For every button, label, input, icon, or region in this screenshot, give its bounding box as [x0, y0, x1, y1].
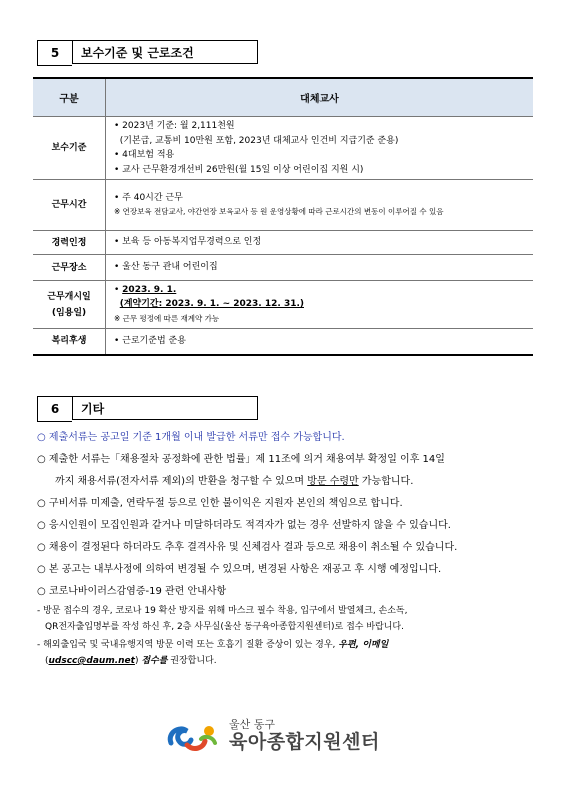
- row-value: • 보육 등 아동복지업무경력으로 인정: [114, 237, 262, 248]
- row-label: 복리후생: [33, 329, 106, 355]
- conditions-table: [33, 77, 533, 356]
- header-category: 구분: [33, 78, 106, 117]
- row-welfare: [33, 329, 533, 355]
- row-value: • 2023년 기준: 월 2,111천원 (기본급, 교통비 10만원 포함, 2023년 대체교사 인건비 지급기준 준용) • 4대보험 적용 • 교사 근무환경개선비 26만원(월 15일 이상 어린이집 지원 시): [114, 121, 399, 175]
- notice-item: ○ 응시인원이 모집인원과 같거나 미달하더라도 적격자가 없는 경우 선발하지 않을 수 있습니다.: [37, 520, 451, 531]
- notice-item: ○ 구비서류 미제출, 연락두절 등으로 인한 불이익은 지원자 본인의 책임으로 합니다.: [37, 498, 403, 509]
- row-value: • 주 40시간 근무 ※ 연장보육 전담교사, 야간연장 보육교사 등 원 운영상황에 따라 근로시간의 변동이 이루어질 수 있음: [114, 192, 444, 216]
- header-position: 대체교사: [106, 78, 534, 117]
- logo-subtitle: 울산 동구: [229, 718, 276, 731]
- notice-item-cont: 까지 채용서류(전자서류 제외)의 반환을 청구할 수 있으며 방문 수령만 가능합니다.: [55, 476, 414, 487]
- row-value: • 근로기준법 준용: [114, 336, 186, 346]
- section-5-header: [37, 40, 258, 66]
- row-hours: [33, 180, 533, 231]
- table-header-row: [33, 78, 533, 117]
- section-title: 기타: [72, 396, 258, 420]
- row-pay: [33, 117, 533, 180]
- section-6-header: [37, 396, 258, 422]
- row-start: [33, 281, 533, 329]
- email-link[interactable]: udscc@daum.net: [48, 656, 135, 666]
- row-value: • 2023. 9. 1. (계약기간: 2023. 9. 1. ~ 2023. 12. 31.) ※ 근무 평정에 따른 재계약 가능: [114, 284, 304, 323]
- notice-item: ○ 채용이 결정된다 하더라도 추후 결격사유 및 신체검사 결과 등으로 채용이 취소될 수 있습니다.: [37, 542, 458, 553]
- row-label: 근무장소: [33, 255, 106, 281]
- section-number: 5: [37, 40, 72, 66]
- swirl-logo-icon: [165, 719, 221, 753]
- row-label: 근무시간: [33, 180, 106, 231]
- section-title: 보수기준 및 근로조건: [72, 40, 258, 64]
- row-value: • 울산 동구 관내 어린이집: [114, 262, 218, 273]
- row-label: 보수기준: [33, 117, 106, 180]
- notice-item: ○ 코로나바이러스감염증-19 관련 안내사항: [37, 586, 227, 597]
- row-career: [33, 231, 533, 255]
- notice-item: ○ 제출한 서류는「채용절차 공정화에 관한 법률」제 11조에 의거 채용여부 확정일 이후 14일: [37, 454, 445, 465]
- row-place: [33, 255, 533, 281]
- section-number: 6: [37, 396, 72, 422]
- center-logo: [165, 718, 380, 753]
- logo-title: 육아종합지원센터: [229, 731, 380, 753]
- notice-item: ○ 제출서류는 공고일 기준 1개월 이내 발급한 서류만 접수 가능합니다.: [37, 432, 345, 443]
- row-label: 근무개시일 (임용일): [33, 281, 106, 329]
- sub-notice: - 방문 접수의 경우, 코로나 19 확산 방지를 위해 마스크 필수 착용, 입구에서 발열체크, 손소독, QR전자출입명부를 작성 하신 후, 2층 사무실(울산 동구육아종합지원센터)로 접수 바랍니다. - 해외출입국 및 국내유행지역 방문 이력 또는 호흡기 질환 증상이 있는 경우, 우편, 이메일 (udscc@daum.net) 접수를 권장합니다.: [37, 606, 408, 666]
- notice-list: [37, 427, 537, 669]
- notice-item: ○ 본 공고는 내부사정에 의하여 변경될 수 있으며, 변경된 사항은 재공고 후 시행 예정입니다.: [37, 564, 442, 575]
- row-label: 경력인정: [33, 231, 106, 255]
